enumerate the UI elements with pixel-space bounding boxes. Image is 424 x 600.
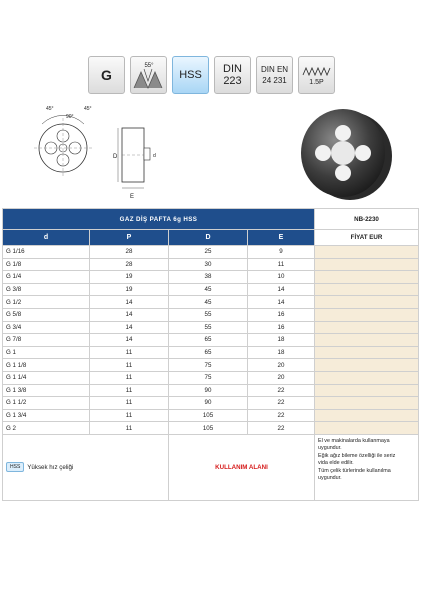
table-cell: 22 xyxy=(248,409,315,422)
table-cell: G 1 1/8 xyxy=(3,359,90,372)
table-cell: 14 xyxy=(90,334,169,347)
table-cell: 105 xyxy=(169,422,248,435)
table-cell: 90 xyxy=(169,397,248,410)
table-row xyxy=(3,346,419,359)
table-row xyxy=(3,409,419,422)
table-cell: 14 xyxy=(90,308,169,321)
price-cell xyxy=(315,346,419,359)
table-cell: 55 xyxy=(169,308,248,321)
table-cell: 16 xyxy=(248,321,315,334)
table-cell: G 1 3/4 xyxy=(3,409,90,422)
product-table xyxy=(2,208,419,501)
thread-pitch-icon xyxy=(302,65,332,79)
angle-b-label: 45° xyxy=(84,106,92,112)
price-cell xyxy=(315,359,419,372)
usage-label: KULLANIM ALANI xyxy=(169,434,315,500)
table-cell: 30 xyxy=(169,258,248,271)
price-cell xyxy=(315,422,419,435)
thread-profile-icon xyxy=(132,58,166,92)
table-cell: 19 xyxy=(90,283,169,296)
legend-hss-badge: HSS xyxy=(6,462,24,472)
price-cell xyxy=(315,384,419,397)
table-cell: 11 xyxy=(90,346,169,359)
pitch-badge xyxy=(298,56,335,94)
table-cell: 11 xyxy=(90,422,169,435)
note-line: Tüm çelik türlerinde kullanılma uygundur. xyxy=(318,467,391,482)
price-cell xyxy=(315,371,419,384)
table-cell: 11 xyxy=(90,409,169,422)
table-cell: G 3/4 xyxy=(3,321,90,334)
header-p: P xyxy=(90,230,169,246)
table-cell: G 5/8 xyxy=(3,308,90,321)
table-cell: G 2 xyxy=(3,422,90,435)
din-en-label: DIN EN xyxy=(260,65,289,74)
table-cell: G 7/8 xyxy=(3,334,90,347)
hss-legend xyxy=(6,462,165,472)
table-cell: G 1 3/8 xyxy=(3,384,90,397)
table-row xyxy=(3,246,419,259)
price-cell xyxy=(315,258,419,271)
table-cell: 75 xyxy=(169,371,248,384)
table-cell: 65 xyxy=(169,346,248,359)
dimension-e-label: E xyxy=(130,194,135,200)
table-cell: 75 xyxy=(169,359,248,372)
dimension-small-d-label: d xyxy=(153,153,156,159)
table-cell: G 1/16 xyxy=(3,246,90,259)
table-cell: 11 xyxy=(90,359,169,372)
note-line: uygundur. xyxy=(318,445,342,452)
table-cell: G 1/8 xyxy=(3,258,90,271)
price-cell xyxy=(315,308,419,321)
table-cell: 20 xyxy=(248,359,315,372)
table-cell: G 1/2 xyxy=(3,296,90,309)
table-cell: 65 xyxy=(169,334,248,347)
price-cell xyxy=(315,334,419,347)
table-cell: G 1 1/2 xyxy=(3,397,90,410)
thread-profile-badge xyxy=(130,56,167,94)
din-label: DIN xyxy=(223,63,242,75)
legend-hss-text: Yüksek hız çeliği xyxy=(27,463,74,471)
table-cell: 19 xyxy=(90,271,169,284)
table-cell: 16 xyxy=(248,308,315,321)
product-code: NB-2230 xyxy=(315,209,419,230)
table-row xyxy=(3,271,419,284)
thread-angle-label: 55° xyxy=(143,63,154,69)
table-cell: 25 xyxy=(169,246,248,259)
table-body xyxy=(3,246,419,435)
table-row xyxy=(3,321,419,334)
thread-type-label: G xyxy=(101,67,112,83)
table-row xyxy=(3,359,419,372)
table-cell: 18 xyxy=(248,346,315,359)
din-en-number: 24 231 xyxy=(262,76,287,85)
table-cell: 11 xyxy=(90,371,169,384)
table-cell: 28 xyxy=(90,246,169,259)
price-cell xyxy=(315,321,419,334)
price-cell xyxy=(315,397,419,410)
usage-notes xyxy=(315,434,419,500)
legend-cell xyxy=(3,434,169,500)
din-number: 223 xyxy=(223,75,242,87)
table-cell: G 1 1/4 xyxy=(3,371,90,384)
pitch-label: 1.5P xyxy=(309,78,324,86)
price-cell xyxy=(315,283,419,296)
header-d: d xyxy=(3,230,90,246)
table-cell: 11 xyxy=(248,258,315,271)
table-cell: 14 xyxy=(90,321,169,334)
table-cell: 22 xyxy=(248,397,315,410)
hss-badge xyxy=(172,56,209,94)
angle-a-label: 45° xyxy=(46,106,54,112)
table-cell: 55 xyxy=(169,321,248,334)
table-cell: 105 xyxy=(169,409,248,422)
table-cell: 9 xyxy=(248,246,315,259)
thread-type-badge xyxy=(88,56,125,94)
header-e: E xyxy=(248,230,315,246)
price-cell xyxy=(315,271,419,284)
din-en-badge xyxy=(256,56,293,94)
table-row xyxy=(3,296,419,309)
table-cell: 38 xyxy=(169,271,248,284)
table-cell: 11 xyxy=(90,397,169,410)
table-cell: 18 xyxy=(248,334,315,347)
note-line: El ve makinalarda kullanmaya xyxy=(318,437,390,444)
table-cell: 90 xyxy=(169,384,248,397)
angle-c-label: 90° xyxy=(66,114,74,120)
spec-badges xyxy=(88,56,335,94)
die-photo xyxy=(288,101,398,205)
table-cell: G 3/8 xyxy=(3,283,90,296)
table-cell: 45 xyxy=(169,283,248,296)
table-row xyxy=(3,308,419,321)
dimension-d-label: D xyxy=(113,154,118,160)
table-cell: 14 xyxy=(248,296,315,309)
table-title: GAZ DİŞ PAFTA 6g HSS xyxy=(3,209,315,230)
note-line: Eğik ağız bileme özelliği ile seriz xyxy=(318,452,396,459)
table-cell: 20 xyxy=(248,371,315,384)
din-badge xyxy=(214,56,251,94)
table-row xyxy=(3,334,419,347)
table-cell: 28 xyxy=(90,258,169,271)
table-row xyxy=(3,397,419,410)
table-cell: G 1 xyxy=(3,346,90,359)
technical-drawing xyxy=(30,98,160,202)
table-cell: 45 xyxy=(169,296,248,309)
table-cell: 14 xyxy=(248,283,315,296)
table-cell: G 1/4 xyxy=(3,271,90,284)
table-cell: 10 xyxy=(248,271,315,284)
hss-label: HSS xyxy=(179,69,202,81)
header-price: FİYAT EUR xyxy=(315,230,419,246)
table-cell: 22 xyxy=(248,384,315,397)
table-cell: 11 xyxy=(90,384,169,397)
table-row xyxy=(3,422,419,435)
price-cell xyxy=(315,409,419,422)
table-row xyxy=(3,384,419,397)
price-cell xyxy=(315,296,419,309)
header-big-d: D xyxy=(169,230,248,246)
table-cell: 22 xyxy=(248,422,315,435)
price-cell xyxy=(315,246,419,259)
note-line: vida elde edilir. xyxy=(318,460,354,467)
table-cell: 14 xyxy=(90,296,169,309)
table-row xyxy=(3,258,419,271)
table-row xyxy=(3,371,419,384)
table-row xyxy=(3,283,419,296)
